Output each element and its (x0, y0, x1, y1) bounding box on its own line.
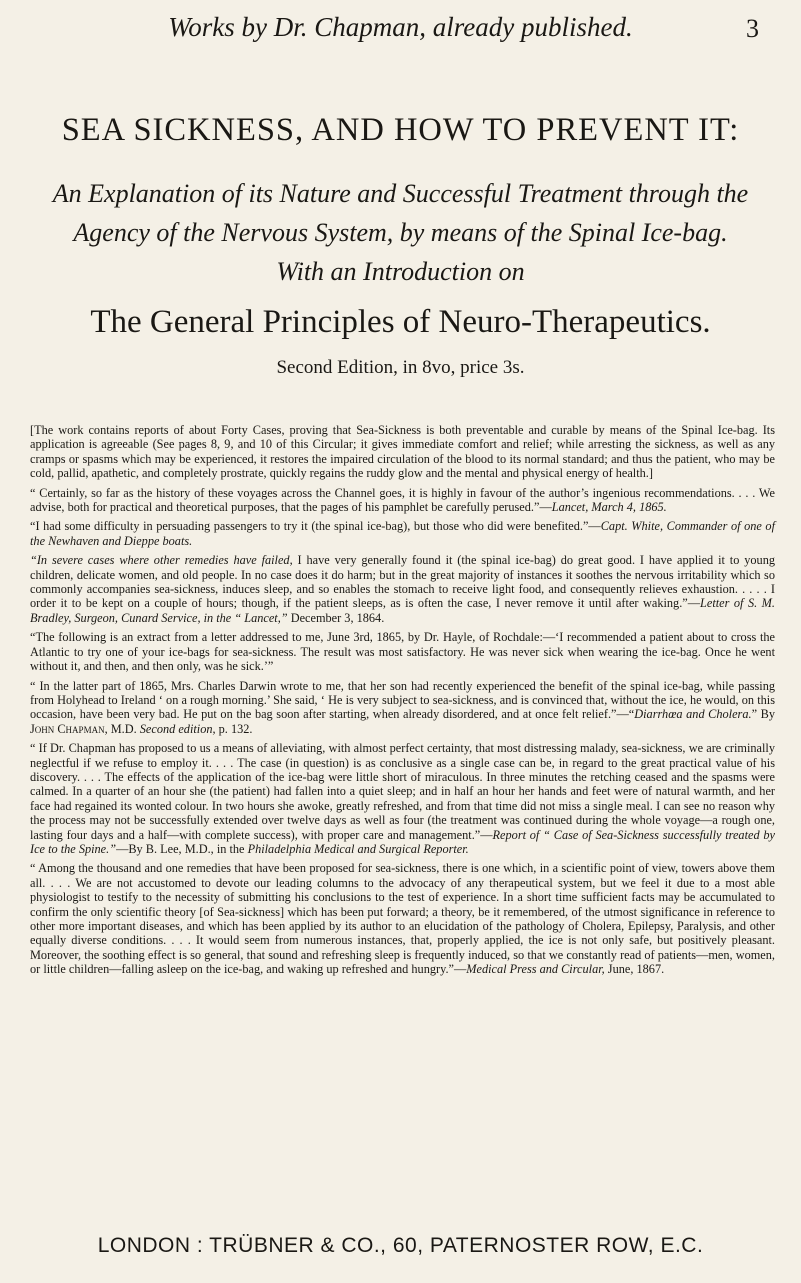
edition-price: Second Edition, in 8vo, price 3s. (276, 357, 525, 378)
quote-page: p. 132. (215, 721, 253, 736)
quote-attribution: Capt. White, Commander of one of the Newhaven and Dieppe boats. (30, 519, 775, 548)
quote-date: December 3, 1864. (287, 610, 385, 625)
quote-source-title: Diarrhœa and Cholera. (634, 707, 752, 722)
quote-text: “ Among the thousand and one remedies that have been proposed for sea-sickness, there is one which, in a scientific point of view, towers above them all. . . . We are not accustomed to devote our leading columns to the advocacy of any therapeutical system, but we feel it due to a most able physiologist to testify to the necessity of submitting his conclusions to the test of experience. In a short time sufficient facts may be accumulated to confirm the only scientific theory [of Sea-sickness] which has been put forward; a theory, be it remembered, of the utmost significance in reference to other more important diseases, and which has been applied by its author to an elucidation of the pathology of Cholera, Epilepsy, Paralysis, and other equally diverse conditions. . . . It would seem from numerous instances, that, properly applied, the ice is not only safe, but positively pleasant. Moreover, the soothing effect is so general, that sound and refreshing sleep is frequently induced, so that we constantly read of patients—men, women, or little children—falling asleep on the ice-bag, and waking up refreshed and hungry.”— (30, 861, 775, 977)
quote-attribution: Letter of S. M. Bradley, Surgeon, Cunard Service, in the “ Lancet,” (30, 596, 775, 625)
publisher-imprint: LONDON : TRÜBNER & CO., 60, PATERNOSTER ROW, E.C. (97, 1234, 704, 1257)
quote-text: “ Certainly, so far as the history of these voyages across the Channel goes, it is highly in favour of the author’s ingenious recommendations. . . . We advise, both for practical and theoretical purposes, that the pages of his pamphlet be carefully perused.”— (30, 485, 775, 515)
quote-text: “I had some difficulty in persuading passengers to try it (the spinal ice-bag), but those who did were benefited.”— (30, 519, 601, 534)
running-title: Works by Dr. Chapman, already published. (168, 12, 633, 42)
captain-white-quote (30, 519, 775, 548)
subtitle-line-3: With an Introduction on (276, 257, 525, 286)
book-title: SEA SICKNESS, AND HOW TO PREVENT IT: (61, 112, 740, 148)
quote-attribution: Lancet, March 4, 1865. (551, 500, 667, 515)
quote-by: ” By (751, 707, 775, 722)
quote-by: —By B. Lee, M.D., in the (116, 841, 248, 856)
introduction-title: The General Principles of Neuro-Therapeutics. (90, 304, 711, 340)
quote-edition: Second edition, (136, 721, 216, 736)
lancet-quote (30, 486, 775, 515)
quote-attribution: Medical Press and Circular, (466, 962, 605, 977)
quote-journal: Philadelphia Medical and Surgical Reporter. (247, 841, 469, 856)
summary-paragraph: [The work contains reports of about Forty Cases, proving that Sea-Sickness is both preventable and curable by means of the Spinal Ice-bag. Its application is agreeable (See pages 8, 9, and 10 of this Circular; it gives immediate comfort and relief; while arresting the sickness, as well as any cramps or spasms which may be experienced, it restores the impaired circulation of the blood to its normal standard; and thus the patient, who may be cold, pallid, apathetic, and completely prostrate, quickly regains the ruddy glow and the mental and physical energy of health.] (30, 423, 775, 481)
subtitle-line-1: An Explanation of its Nature and Successful Treatment through the (52, 179, 749, 208)
running-head (40, 8, 761, 48)
page-number: 3 (746, 14, 759, 43)
lee-quote (30, 741, 775, 856)
quote-text: “ In the latter part of 1865, Mrs. Charles Darwin wrote to me, that her son had recently experienced the benefit of the spinal ice-bag, while passing from Holyhead to Ireland ‘ on a rough morning.’ She said, ‘ He is very subject to sea-sickness, and is convinced that, without the ice, he would, on this occasion, have been very bad. He put on the bag soon after starting, when already disordered, and at once felt relief.”—“ (30, 678, 775, 722)
medical-press-quote (30, 861, 775, 976)
subtitle-line-2: Agency of the Nervous System, by means of the Spinal Ice-bag. (73, 218, 728, 247)
quote-date: June, 1867. (604, 962, 665, 977)
quote-text: I have very generally found it (the spinal ice-bag) do great good. I have applied it to young children, delicate women, and old people. In no case does it do harm; but in the great majority of instances it soothes the nervous irritability which so commonly accompanies sea-sickness, induces sleep, and so enables the stomach to receive light food, and consequently relieves exhaustion. . . . . I order it to be kept on a couple of hours; though, if the patient sleeps, as is often the case, I never remove it until after waking.”— (30, 553, 775, 611)
quote-author: John Chapman, M.D. (30, 721, 137, 736)
body-text (30, 423, 775, 982)
quote-report-title: Report of “ Case of Sea-Sickness successfully treated by Ice to the Spine.” (30, 827, 775, 856)
darwin-quote (30, 679, 775, 737)
hayle-quote: “The following is an extract from a letter addressed to me, June 3rd, 1865, by Dr. Hayle, of Rochdale:—‘I recommended a patient about to cross the Atlantic to try one of your ice-bags for sea-sickness. The result was most satisfactory. He was never sick when wearing the ice-bag. Once he went without it, and then, and then only, was he sick.’” (30, 630, 775, 674)
bradley-quote (30, 553, 775, 625)
quote-lead: “In severe cases where other remedies have failed, (30, 553, 293, 568)
quote-text: “ If Dr. Chapman has proposed to us a means of alleviating, with almost perfect certainty, that most distressing malady, sea-sickness, we are criminally neglectful if we refuse to employ it. . . . The case (in question) is as conclusive as a single case can be, in regard to the great practical value of his discovery. . . . The effects of the application of the ice-bag were little short of miraculous. In three minutes the retching ceased and the spasms were calmed. In a quarter of an hour she (the patient) had fallen into a quiet sleep; and in half an hour her hands and feet were of natural warmth, and her face had regained its wonted colour. In two hours she awoke, greatly refreshed, and from that time did not miss a single meal. I can see no reason why the process may not be successfully extended over twelve days as well as four (the treatment was continued during the whole voyage—a rough one, lasting four days and a half—with complete success), with proper care and management.”— (30, 741, 775, 842)
